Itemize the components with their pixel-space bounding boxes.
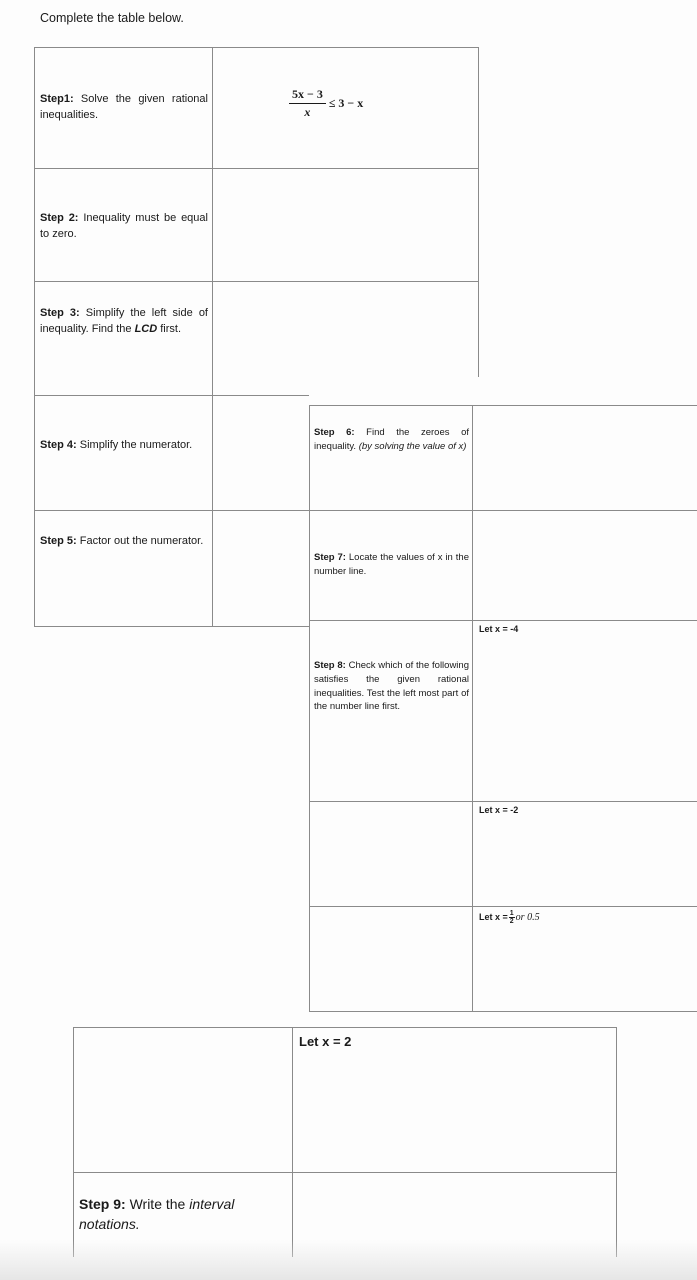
step-3-text: Simplify the left side of inequality. Find the: [40, 307, 208, 335]
step-9-italic: interval notations.: [79, 1196, 235, 1233]
bottom-shadow: [0, 1240, 697, 1280]
step-2-label: Step 2:: [40, 212, 79, 224]
table-column-divider: [292, 1027, 293, 1257]
table-column-divider: [212, 47, 213, 627]
step-9-text: Write the: [125, 1196, 190, 1212]
row-divider: [34, 168, 479, 169]
step-5-cell: [40, 534, 208, 550]
equation-rhs: ≤ 3 − x: [328, 96, 364, 110]
table-column-divider: [472, 405, 473, 1012]
half-num: 1: [509, 910, 514, 917]
step-6-italic: (by solving the value of x): [358, 440, 467, 452]
step-9-cell: [79, 1194, 289, 1235]
step-8-label: Step 8:: [314, 660, 346, 671]
row-divider: [73, 1172, 617, 1173]
half-den: 2: [509, 918, 514, 925]
test-value-half: [479, 910, 540, 925]
row-divider: [34, 395, 309, 396]
step-7-cell: [314, 551, 469, 579]
table-border-bottom: [34, 626, 309, 627]
step-5-text: Factor out the numerator.: [76, 535, 204, 547]
step-7-text: Locate the values of x in the number line.: [314, 552, 469, 577]
step-6-cell: [314, 426, 469, 454]
step-9-label: Step 9:: [79, 1196, 126, 1212]
table-steps-6-8: [309, 405, 697, 1012]
step-8-text: Check which of the following satisfies the given rational inequalities. Test the left most part of the number line first.: [314, 660, 469, 713]
table-border-left: [309, 405, 310, 1012]
table-border-bottom: [309, 1011, 697, 1012]
table-border-top: [73, 1027, 617, 1028]
table-border-top: [34, 47, 479, 48]
equation-numerator: 5x − 3: [289, 87, 326, 104]
instruction-text: Complete the table below.: [40, 11, 184, 25]
half-fraction: [509, 910, 515, 925]
test-value-neg2: Let x = -2: [479, 805, 519, 815]
equation-fraction: [289, 87, 326, 120]
table-border-top: [309, 405, 697, 406]
row-divider: [34, 281, 479, 282]
step-6-label: Step 6:: [314, 427, 355, 438]
step-3-cell: [40, 306, 208, 337]
row-divider: [309, 510, 697, 511]
row-divider: [309, 620, 697, 621]
test-value-2: Let x = 2: [299, 1034, 352, 1049]
table-border-right: [478, 47, 479, 377]
step-3-label: Step 3:: [40, 307, 80, 319]
table-step-9: [73, 1027, 617, 1257]
step-3-text-end: first.: [157, 322, 182, 335]
step-2-text: Inequality must be equal to zero.: [40, 212, 208, 240]
test-half-suffix: or 0.5: [515, 911, 540, 923]
step-1-text: Solve the given rational inequalities.: [40, 93, 208, 121]
step-3-lcd: LCD: [134, 322, 158, 335]
step-4-label: Step 4:: [40, 439, 77, 451]
step-7-label: Step 7:: [314, 552, 346, 563]
table-border-left: [73, 1027, 74, 1257]
step-8-cell: [314, 659, 469, 714]
row-divider: [309, 801, 697, 802]
row-divider: [309, 906, 697, 907]
test-half-prefix: Let x =: [479, 911, 508, 922]
step-1-label: Step1:: [40, 93, 74, 105]
step-4-text: Simplify the numerator.: [76, 439, 193, 451]
step-1-cell: [40, 92, 208, 123]
inequality-equation: [289, 87, 363, 120]
row-divider: [34, 510, 309, 511]
step-5-label: Step 5:: [40, 535, 77, 547]
equation-denominator: x: [304, 105, 311, 119]
step-6-text: Find the zeroes of inequality.: [314, 427, 469, 452]
table-border-right: [616, 1027, 617, 1257]
test-value-neg4: Let x = -4: [479, 624, 519, 634]
step-4-cell: [40, 438, 208, 454]
step-2-cell: [40, 211, 208, 242]
table-border-left: [34, 47, 35, 627]
